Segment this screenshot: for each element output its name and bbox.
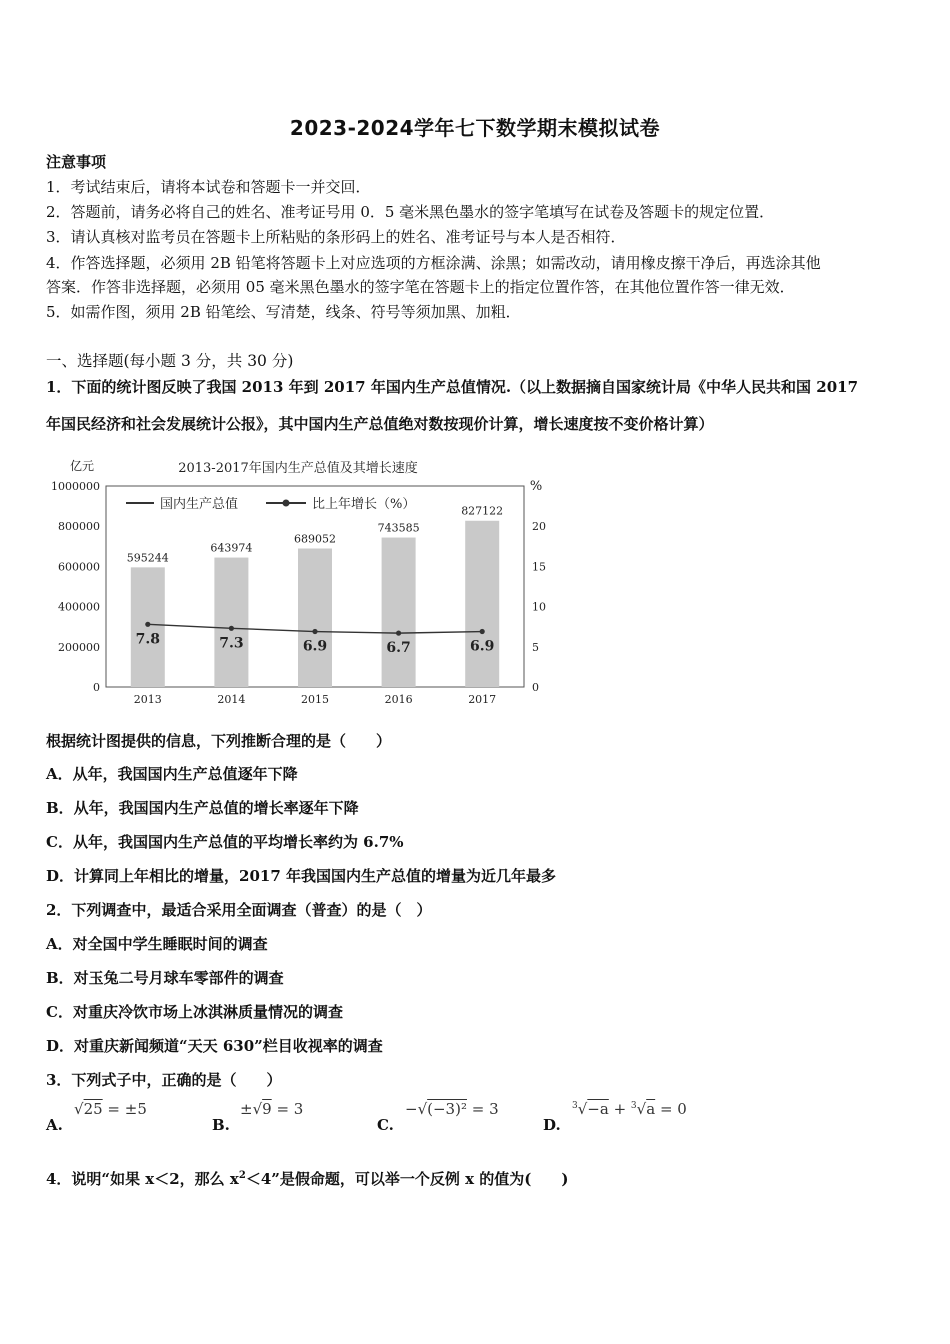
gdp-bar [131, 567, 165, 687]
note-line: 5．如需作图，须用 2B 铅笔绘、写清楚，线条、符号等须加黑、加粗． [46, 303, 521, 321]
note-line: 4．作答选择题，必须用 2B 铅笔将答题卡上对应选项的方框涂满、涂黑；如需改动，请用橡皮擦干净后，再选涂其他 [46, 254, 821, 272]
growth-point [480, 629, 485, 634]
gdp-bar-label: 689052 [294, 532, 336, 546]
q2-option-d: D．对重庆新闻频道“天天 630”栏目收视率的调查 [46, 1037, 383, 1055]
q3-option-c-expr: −√(−3)² = 3 [405, 1100, 499, 1118]
bars-layer [127, 505, 503, 687]
q1-option-d: D．计算同上年相比的增量，2017 年我国国内生产总值的增量为近几年最多 [46, 867, 556, 885]
left-tick-label: 600000 [58, 560, 100, 574]
growth-label: 6.7 [386, 640, 411, 657]
gdp-bar [214, 558, 248, 687]
q2-option-a: A．对全国中学生睡眠时间的调查 [46, 935, 268, 953]
right-axis-unit: % [529, 479, 543, 494]
note-line: 答案．作答非选择题，必须用 05 毫米黑色墨水的签字笔在答题卡上的指定位置作答，在其他位置作答一律无效． [46, 278, 795, 296]
q3-option-d-label: D. [543, 1116, 561, 1134]
page-title: 2023-2024学年七下数学期末模拟试卷 [289, 116, 661, 140]
question-1-stem-cont: 年国民经济和社会发展统计公报》，其中国内生产总值绝对数按现价计算，增长速度按不变价格计算） [46, 415, 714, 433]
growth-label: 6.9 [302, 638, 328, 655]
right-tick-label: 15 [532, 560, 546, 574]
q3-option-a-label: A. [46, 1116, 63, 1134]
right-tick-label: 10 [532, 600, 546, 614]
category-label: 2015 [301, 693, 329, 706]
note-line: 2．答题前，请务必将自己的姓名、准考证号用 0．5 毫米黑色墨水的签字笔填写在试卷及答题卡的规定位置． [46, 203, 775, 221]
right-tick-label: 20 [532, 520, 546, 534]
q3-option-b-expr: ±√9 = 3 [240, 1100, 304, 1118]
gdp-bar [298, 549, 332, 687]
growth-point [396, 631, 401, 636]
left-axis-unit: 亿元 [69, 459, 95, 473]
q2-option-b: B．对玉兔二号月球车零部件的调查 [46, 969, 284, 987]
left-tick-label: 200000 [58, 640, 100, 654]
question-1-prompt: 根据统计图提供的信息，下列推断合理的是（ ） [46, 732, 392, 750]
growth-point [145, 622, 150, 627]
growth-point [229, 626, 234, 631]
note-line: 1．考试结束后，请将本试卷和答题卡一并交回． [46, 178, 371, 196]
legend-gdp-label: 国内生产总值 [160, 497, 239, 512]
question-3-stem: 3．下列式子中，正确的是（ ） [46, 1071, 282, 1089]
note-line: 3．请认真核对监考员在答题卡上所粘贴的条形码上的姓名、准考证号与本人是否相符． [46, 228, 626, 246]
left-tick-label: 400000 [58, 600, 100, 614]
gdp-bar-label: 595244 [126, 551, 169, 565]
gdp-chart [44, 452, 544, 714]
question-1-stem: 1．下面的统计图反映了我国 2013 年到 2017 年国内生产总值情况.（以上数据摘自国家统计局《中华人民共和国 2017 [46, 378, 859, 396]
gdp-bar-label: 743585 [377, 521, 420, 535]
left-tick-label: 0 [93, 681, 100, 694]
section-heading: 一、选择题(每小题 3 分，共 30 分) [46, 352, 294, 370]
notes-heading: 注意事项 [46, 153, 107, 171]
right-tick-label: 5 [532, 640, 539, 654]
category-label: 2014 [217, 693, 246, 706]
right-tick-label: 0 [532, 681, 539, 694]
growth-point [312, 629, 317, 634]
category-label: 2013 [133, 693, 162, 706]
question-2-stem: 2．下列调查中，最适合采用全面调查（普查）的是（ ） [46, 901, 432, 919]
left-tick-label: 800000 [58, 520, 100, 534]
question-4-stem: 4．说明“如果 x＜2，那么 $x^2<4$”是假命题，可以举一个反例 x 的值为( ) [46, 1170, 569, 1188]
q2-option-c: C．对重庆冷饮市场上冰淇淋质量情况的调查 [46, 1003, 343, 1021]
growth-label: 6.9 [470, 638, 495, 655]
gdp-bar-label: 827122 [461, 504, 504, 518]
q1-option-a: A．从年，我国国内生产总值逐年下降 [46, 765, 298, 783]
category-label: 2016 [384, 693, 413, 706]
q3-option-a-expr: √25 = ±5 [74, 1100, 147, 1118]
legend-growth-marker [283, 500, 290, 507]
category-label: 2017 [468, 693, 497, 706]
gdp-bar [465, 521, 499, 687]
left-tick-label: 1000000 [51, 480, 100, 493]
legend [126, 496, 415, 512]
q1-option-c: C．从年，我国国内生产总值的平均增长率约为 6.7% [46, 833, 404, 851]
legend-growth-label: 比上年增长（%） [312, 497, 416, 512]
q3-option-b-label: B. [212, 1116, 230, 1134]
q1-option-b: B．从年，我国国内生产总值的增长率逐年下降 [46, 799, 359, 817]
gdp-bar [382, 538, 416, 687]
q3-option-d-expr: $^3$√−a + $^3$√a = 0 [572, 1100, 687, 1118]
q3-option-c-label: C. [377, 1116, 394, 1134]
growth-label: 7.8 [135, 631, 160, 648]
chart-title: 2013-2017年国内生产总值及其增长速度 [178, 461, 418, 476]
gdp-bar-label: 643974 [210, 541, 253, 555]
growth-label: 7.3 [219, 635, 244, 652]
